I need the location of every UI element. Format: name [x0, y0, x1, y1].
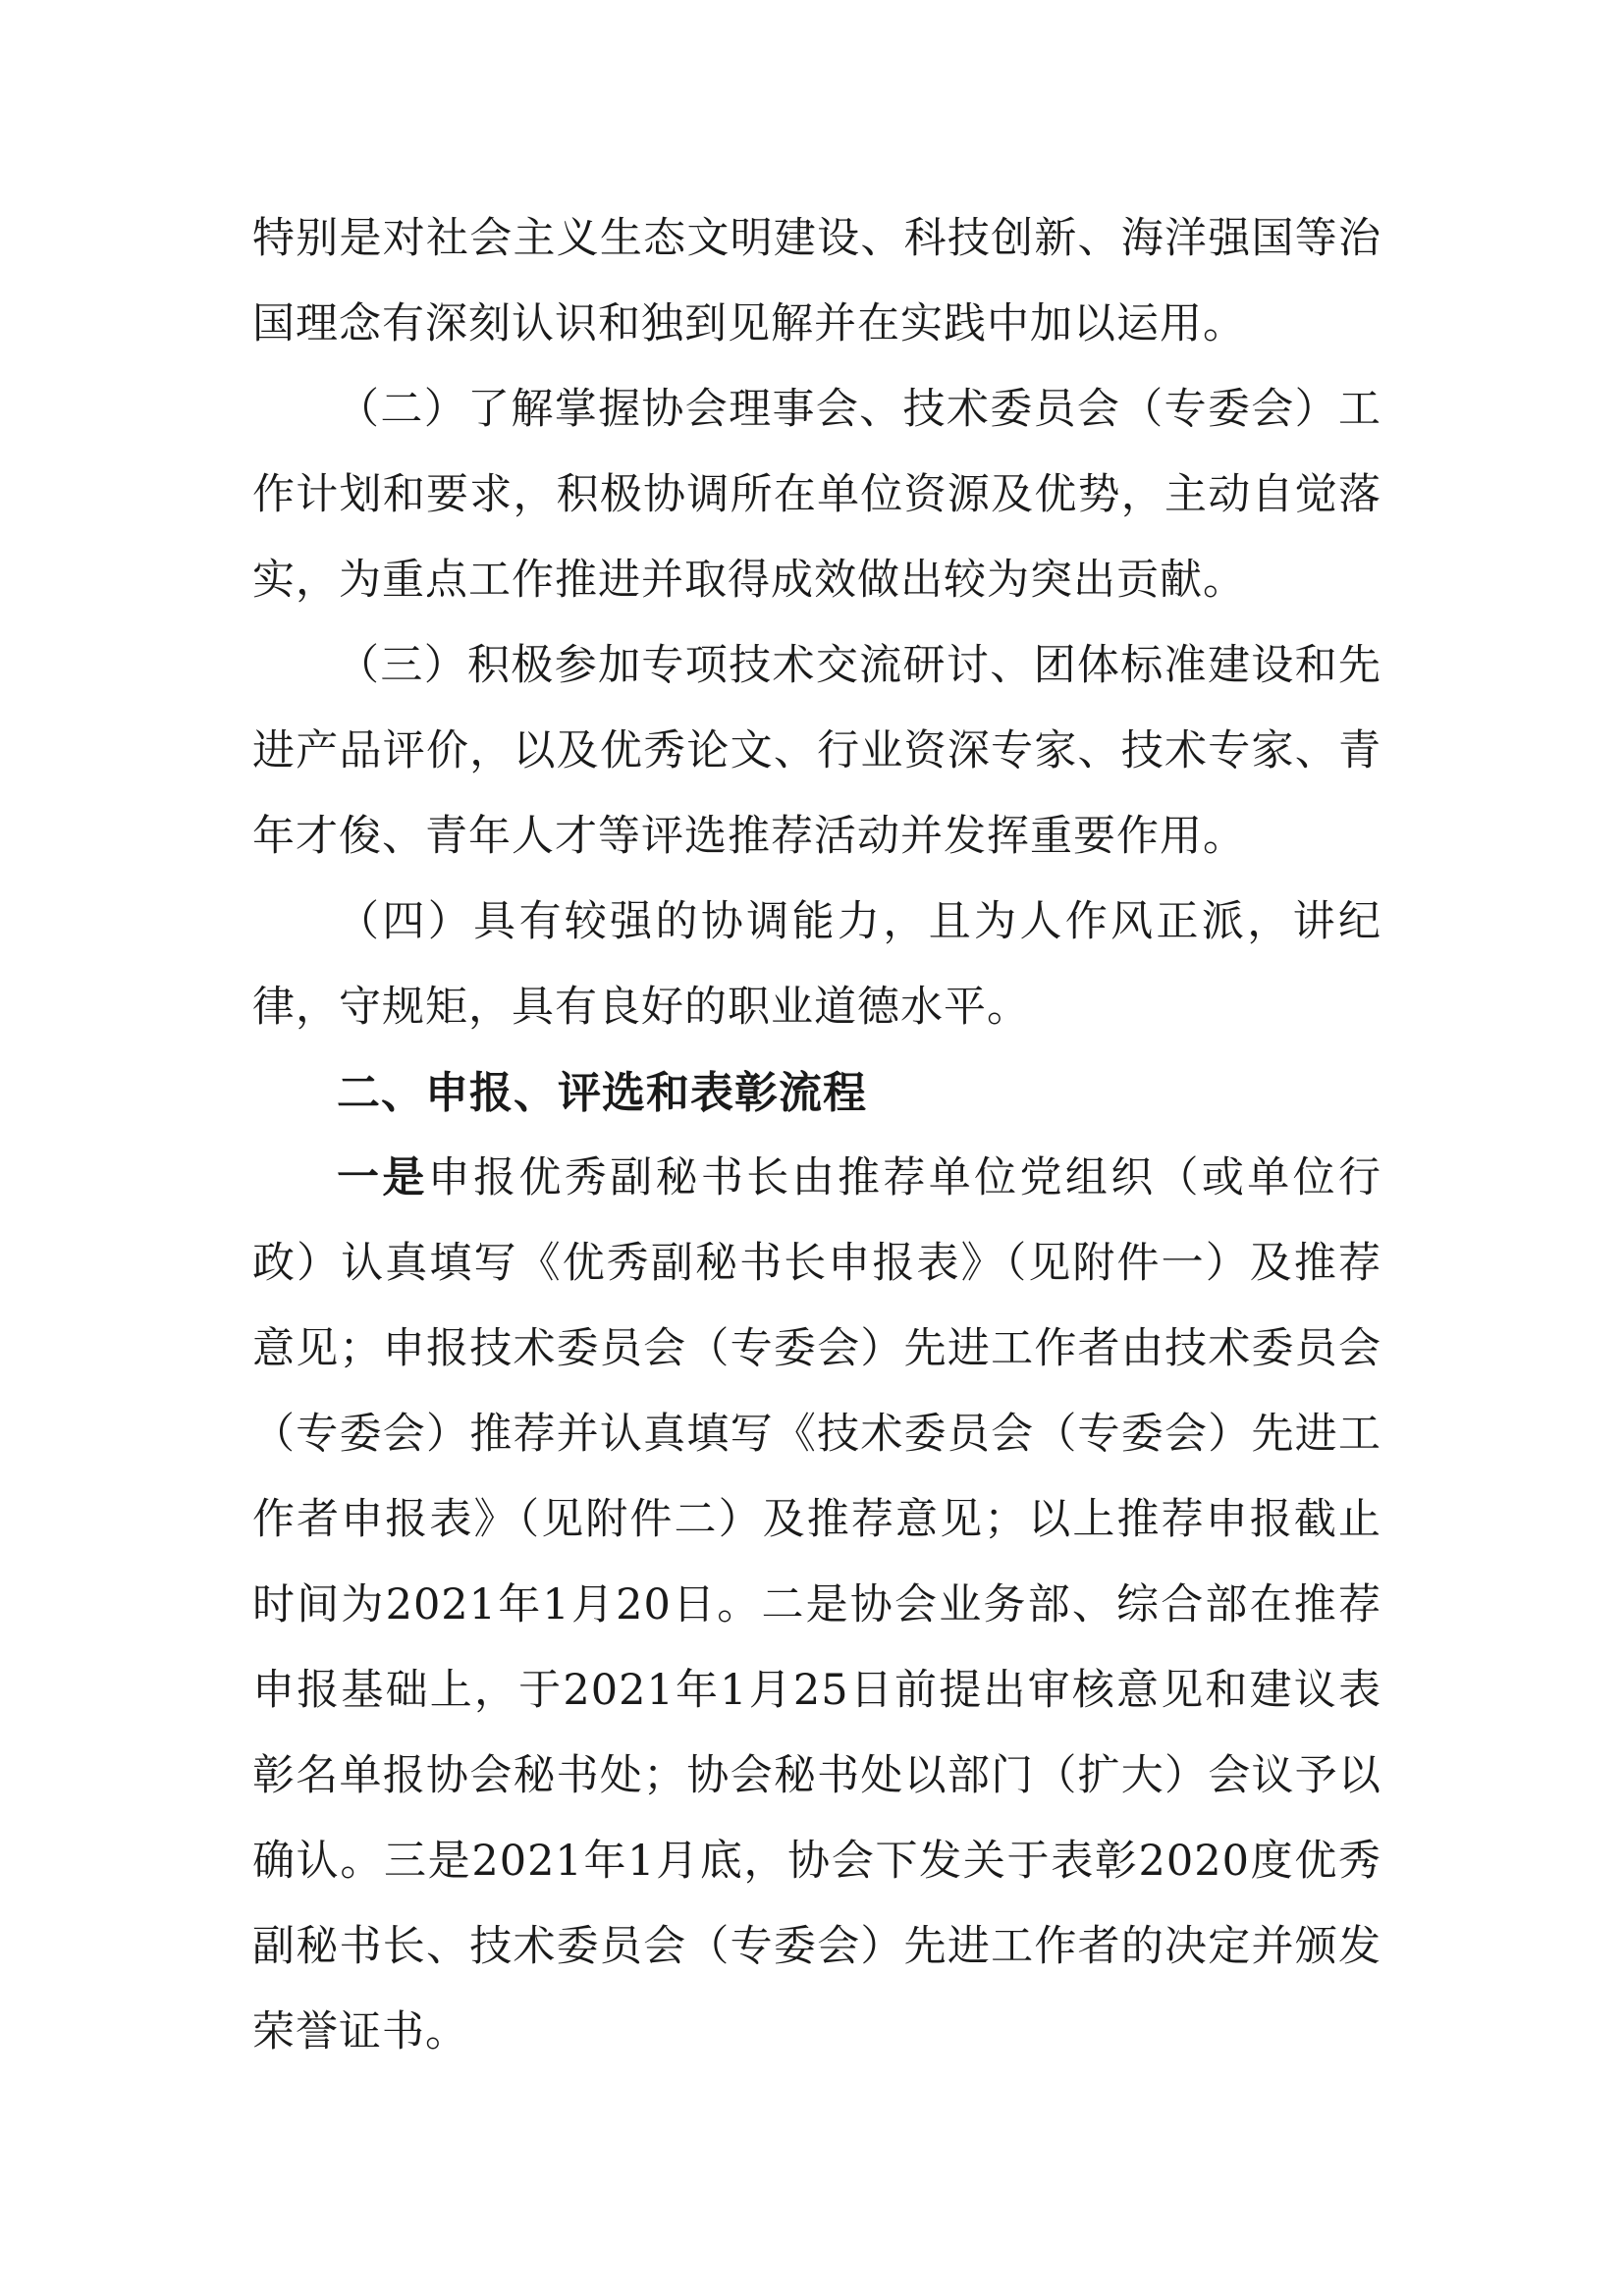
paragraph-criteria-2: （二）了解掌握协会理事会、技术委员会（专委会）工作计划和要求，积极协调所在单位资源及优势，主动自觉落实，为重点工作推进并取得成效做出较为突出贡献。: [252, 385, 1381, 605]
paragraph-criteria-4: （四）具有较强的协调能力，且为人作风正派，讲纪律，守规矩，具有良好的职业道德水平。: [252, 897, 1381, 1032]
paragraph-criteria-1-continued: 特别是对社会主义生态文明建设、科技创新、海洋强国等治国理念有深刻认识和独到见解并在实践中加以运用。: [252, 214, 1381, 348]
process-lead-text: 一是: [337, 1153, 428, 1202]
document-body: [252, 196, 1381, 2075]
paragraph-process: [252, 1136, 1381, 2075]
process-text: 申报优秀副秘书长由推荐单位党组织（或单位行政）认真填写《优秀副秘书长申报表》（见附件一）及推荐意见；申报技术委员会（专委会）先进工作者由技术委员会（专委会）推荐并认真填写《技术委员会（专委会）先进工作者申报表》（见附件二）及推荐意见；以上推荐申报截止时间为2021年1月20日。二是协会业务部、综合部在推荐申报基础上，于2021年1月25日前提出审核意见和建议表彰名单报协会秘书处；协会秘书处以部门（扩大）会议予以确认。三是2021年1月底，协会下发关于表彰2020度优秀副秘书长、技术委员会（专委会）先进工作者的决定并颁发荣誉证书。: [252, 1153, 1382, 2056]
section-heading: 二、申报、评选和表彰流程: [337, 1068, 867, 1118]
paragraph-criteria-3: （三）积极参加专项技术交流研讨、团体标准建设和先进产品评价，以及优秀论文、行业资深专家、技术专家、青年才俊、青年人才等评选推荐活动并发挥重要作用。: [252, 641, 1381, 861]
